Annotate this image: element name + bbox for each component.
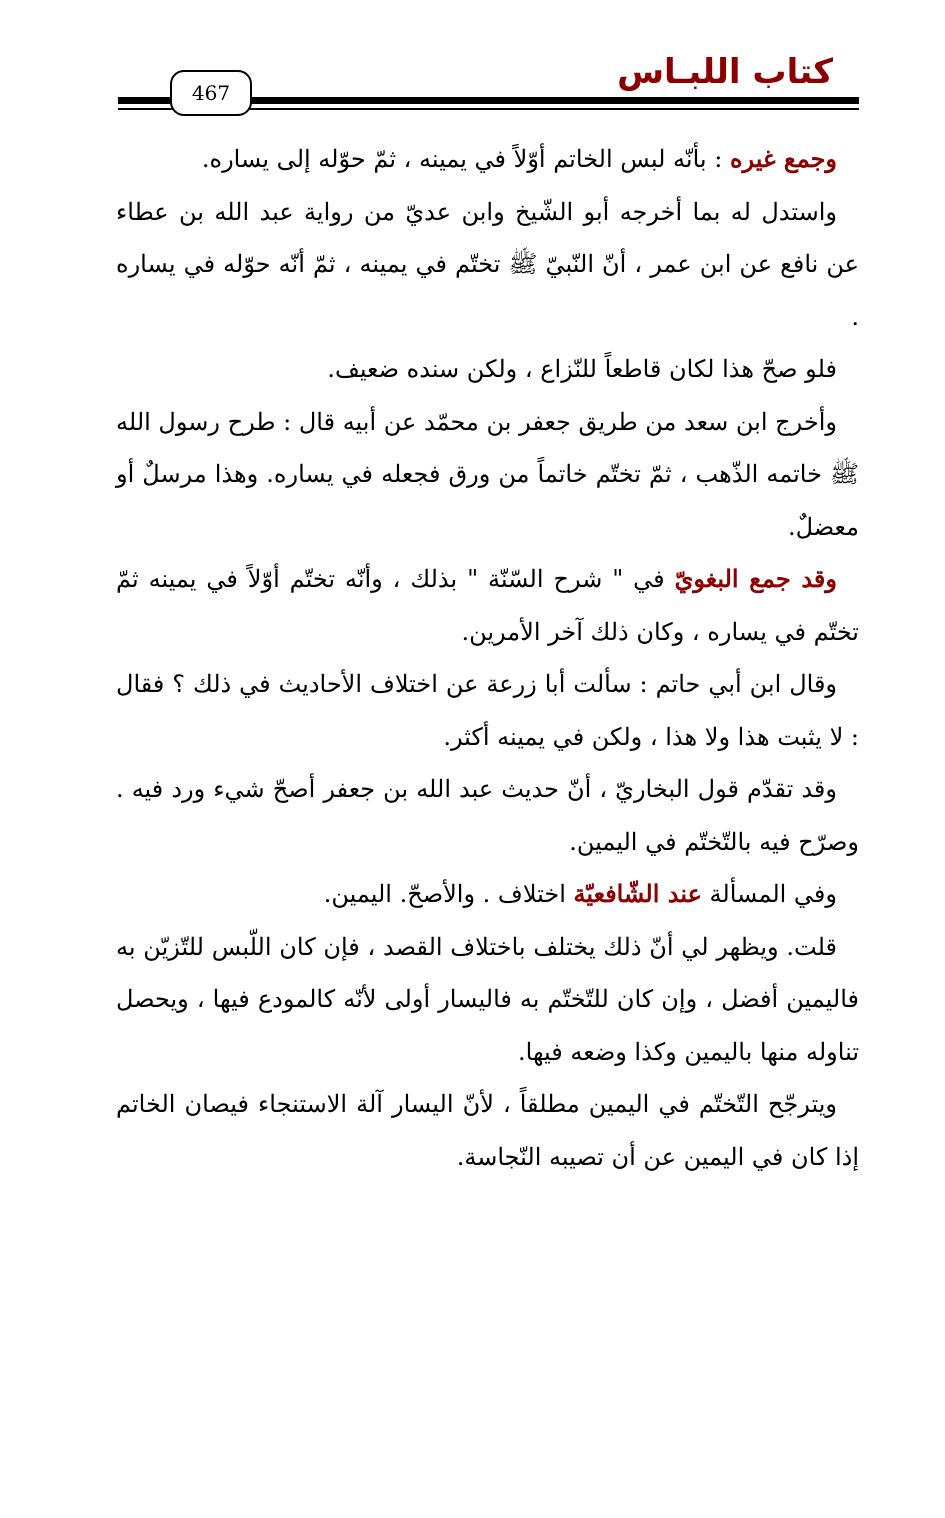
chapter-title: كتاب اللبـاس bbox=[617, 52, 833, 92]
paragraph-3: فلو صحّ هذا لكان قاطعاً للنّزاع ، ولكن سنده ضعيف. bbox=[327, 355, 837, 383]
paragraph-6: وقال ابن أبي حاتم : سألت أبا زرعة عن اختلاف الأحاديث في ذلك ؟ فقال : لا يثبت هذا ولا هذا ، ولكن في يمينه أكثر. bbox=[116, 670, 859, 751]
body-text bbox=[116, 133, 859, 1183]
paragraph-7: وقد تقدّم قول البخاريّ ، أنّ حديث عبد الله بن جعفر أصحّ شيء ورد فيه . وصرّح فيه بالتّختّم في اليمين. bbox=[116, 775, 859, 856]
highlight-term: عند الشّافعيّة bbox=[573, 879, 702, 908]
paragraph-text: اختلاف . والأصحّ. اليمين. bbox=[323, 880, 574, 908]
paragraph-text: وفي المسألة bbox=[701, 880, 837, 908]
paragraph-8 bbox=[116, 868, 859, 921]
paragraph-text: : بأنّه لبس الخاتم أوّلاً في يمينه ، ثمّ حوّله إلى يساره. bbox=[201, 145, 730, 173]
paragraph-10: ويترجّح التّختّم في اليمين مطلقاً ، لأنّ اليسار آلة الاستنجاء فيصان الخاتم إذا كان في اليمين عن أن تصيبه النّجاسة. bbox=[116, 1090, 859, 1171]
paragraph-2: واستدل له بما أخرجه أبو الشّيخ وابن عديّ من رواية عبد الله بن عطاء عن نافع عن ابن عمر ، أنّ النّبيّ ﷺ تختّم في يمينه ، ثمّ أنّه حوّله في يساره . bbox=[116, 197, 859, 331]
paragraph-9: قلت. ويظهر لي أنّ ذلك يختلف باختلاف القصد ، فإن كان اللّبس للتّزيّن به فاليمين أفضل ، وإن كان للتّختّم به فاليسار أولى لأنّه كالمودع فيها ، ويحصل تناوله منها باليمين وكذا وضعه فيها. bbox=[116, 932, 860, 1066]
paragraph-4: وأخرج ابن سعد من طريق جعفر بن محمّد عن أبيه قال : طرح رسول الله ﷺ خاتمه الذّهب ، ثمّ تختّم خاتماً من ورق فجعله في يساره. وهذا مرسلٌ أو معضلٌ. bbox=[116, 407, 859, 541]
paragraph-5 bbox=[116, 553, 859, 658]
highlight-term: وجمع غيره bbox=[729, 144, 837, 173]
paragraph-text: في " شرح السّنّة " بذلك ، وأنّه تختّم أوّلاً في يمينه ثمّ تختّم في يساره ، وكان ذلك آخر الأمرين. bbox=[116, 565, 859, 646]
paragraph-1 bbox=[116, 133, 859, 186]
highlight-term: وقد جمع البغويّ bbox=[674, 564, 837, 593]
page-number: 467 bbox=[170, 70, 252, 116]
